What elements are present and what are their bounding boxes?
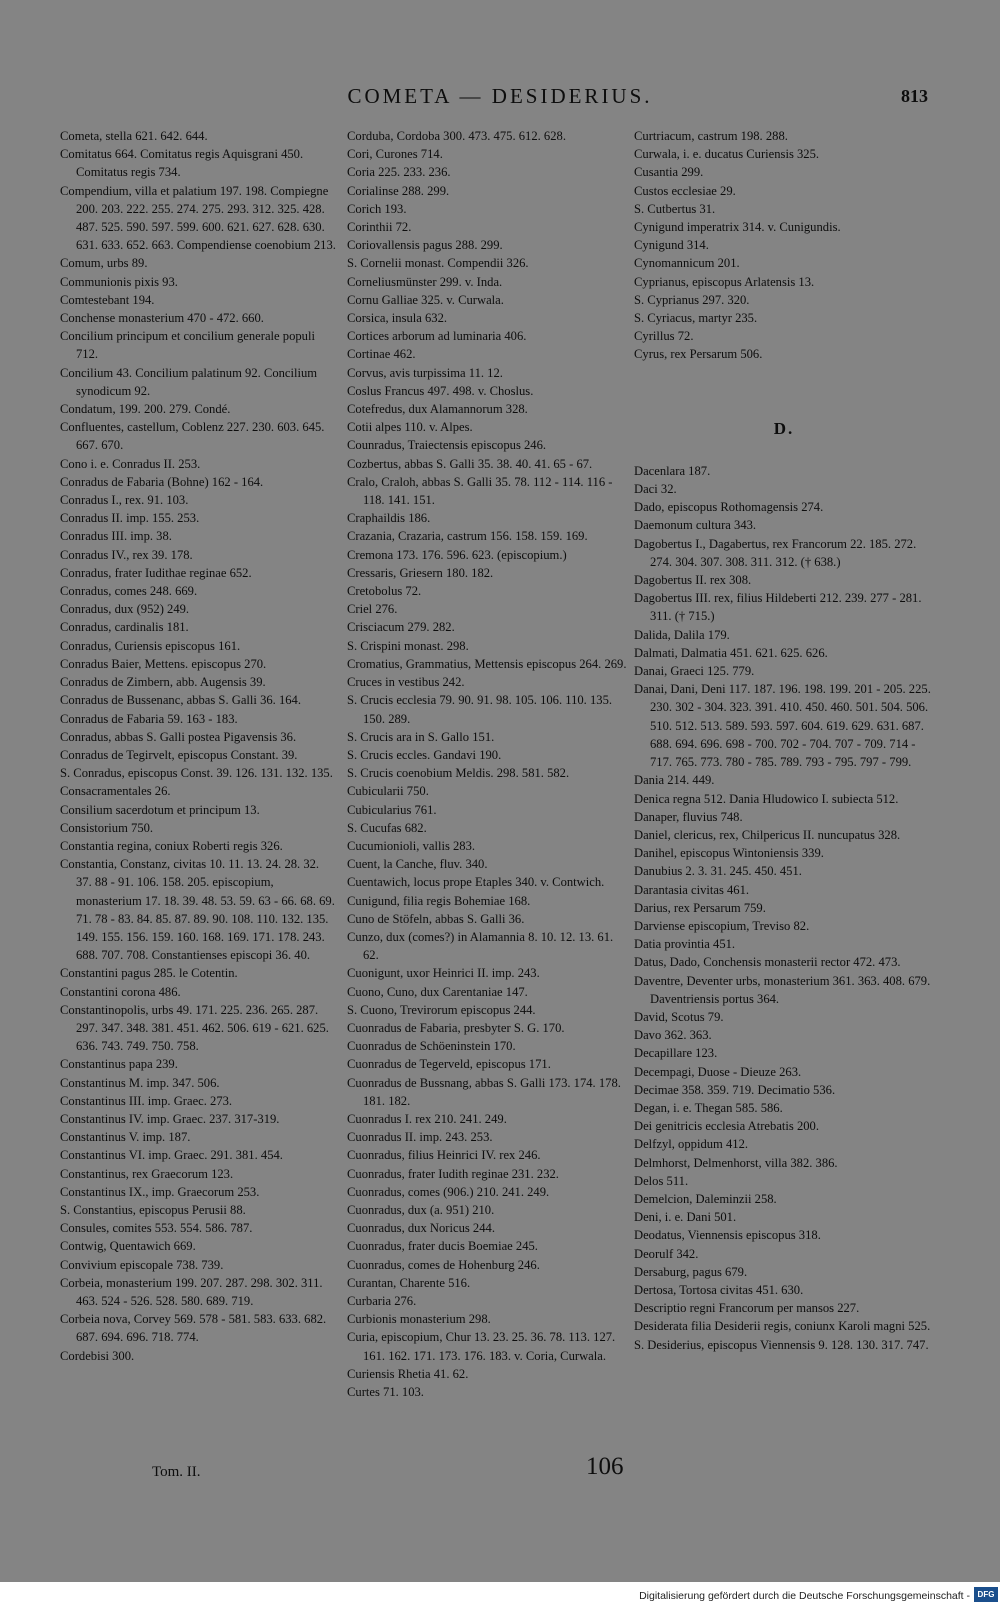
index-entry: Demelcion, Daleminzii 258.	[634, 1191, 777, 1206]
index-entry: Conradus, frater Iudithae reginae 652.	[60, 565, 252, 580]
index-entry: Cynigund 314.	[634, 238, 709, 253]
index-entry: Datia provintia 451.	[634, 937, 736, 952]
index-entry: Corneliusmünster 299. v. Inda.	[347, 274, 503, 289]
index-entry: Cuono, Cuno, dux Carentaniae 147.	[347, 984, 528, 999]
index-entry: Curtes 71. 103.	[347, 1385, 424, 1400]
index-entry: Conradus, Curiensis episcopus 161.	[60, 638, 241, 653]
index-entry: Cuno de Stöfeln, abbas S. Galli 36.	[347, 911, 525, 926]
index-entry: Cunzo, dux (comes?) in Alamannia 8. 10. 12. 13. 61. 62.	[347, 929, 614, 963]
index-entry: Delfzyl, oppidum 412.	[634, 1137, 749, 1152]
index-entry: Constantinus M. imp. 347. 506.	[60, 1075, 220, 1090]
index-entry: Concilium principum et concilium generale populi 712.	[60, 329, 315, 362]
index-entry: Dertosa, Tortosa civitas 451. 630.	[634, 1282, 804, 1297]
index-entry: Cuonradus, frater ducis Boemiae 245.	[347, 1239, 538, 1254]
index-entry: S. Crucis ara in S. Gallo 151.	[347, 729, 495, 744]
index-entry: S. Conradus, episcopus Const. 39. 126. 131. 132. 135.	[60, 766, 333, 781]
index-entry: Cruces in vestibus 242.	[347, 675, 465, 690]
index-entry: Curbaria 276.	[347, 1294, 417, 1308]
index-entry: S. Desiderius, episcopus Viennensis 9. 128. 130. 317. 747.	[634, 1337, 929, 1352]
index-entry: Consistorium 750.	[60, 820, 154, 835]
index-entry: Constantinopolis, urbs 49. 171. 225. 236. 265. 287. 297. 347. 348. 381. 451. 462. 506. 619 - 621. 625. 636. 743. 749. 750. 758.	[60, 1002, 329, 1054]
index-entry: Corinthii 72.	[347, 220, 412, 235]
index-entry: Conradus de Zimbern, abb. Augensis 39.	[60, 675, 266, 690]
index-entry: Corialinse 288. 299.	[347, 183, 450, 198]
index-entry: Contwig, Quentawich 669.	[60, 1239, 196, 1254]
index-entry: Dagobertus I., Dagabertus, rex Francorum 22. 185. 272. 274. 304. 307. 308. 311. 312. († 638.)	[634, 536, 917, 569]
index-entry: Concilium 43. Concilium palatinum 92. Concilium synodicum 92.	[60, 365, 318, 398]
index-entry: Crisciacum 279. 282.	[347, 620, 455, 635]
index-entry: Cucumionioli, vallis 283.	[347, 838, 476, 853]
running-head: COMETA — DESIDERIUS.	[347, 84, 653, 108]
index-entry: Cuonradus, comes de Hohenburg 246.	[347, 1257, 540, 1272]
index-entry: Constantia regina, coniux Roberti regis 326.	[60, 838, 283, 853]
index-entry: Conradus III. imp. 38.	[60, 529, 172, 544]
index-entry: Corduba, Cordoba 300. 473. 475. 612. 628.	[347, 129, 566, 143]
page-number: 813	[901, 86, 928, 106]
index-entry: Dacenlara 187.	[634, 463, 711, 478]
index-column-1	[60, 127, 336, 1365]
index-entry: Cubicularii 750.	[347, 784, 429, 799]
index-entry: Darviense episcopium, Treviso 82.	[634, 918, 810, 933]
index-entry: Conradus de Bussenanc, abbas S. Galli 36. 164.	[60, 693, 301, 708]
index-entry: Constantini pagus 285. le Cotentin.	[60, 966, 238, 981]
index-entry: Comitatus 664. Comitatus regis Aquisgrani 450. Comitatus regis 734.	[60, 147, 304, 180]
index-entry: Cuonradus, comes (906.) 210. 241. 249.	[347, 1184, 550, 1199]
index-column-3	[634, 127, 934, 1354]
index-entry: Decempagi, Duose - Dieuze 263.	[634, 1064, 802, 1079]
index-entry: Consacramentales 26.	[60, 784, 171, 799]
index-entry: Curbionis monasterium 298.	[347, 1312, 491, 1327]
index-entry: Cozbertus, abbas S. Galli 35. 38. 40. 41. 65 - 67.	[347, 456, 593, 471]
index-entry: Davo 362. 363.	[634, 1028, 712, 1043]
index-entry: Dagobertus II. rex 308.	[634, 573, 752, 588]
index-entry: Constantinus IX., imp. Graecorum 253.	[60, 1184, 260, 1199]
index-entry: Conradus de Tegirvelt, episcopus Constant. 39.	[60, 747, 298, 762]
index-entry: Cortices arborum ad luminaria 406.	[347, 329, 527, 344]
index-entry: Danubius 2. 3. 31. 245. 450. 451.	[634, 864, 802, 879]
index-entry: Corbeia, monasterium 199. 207. 287. 298. 302. 311. 463. 524 - 526. 528. 580. 689. 719.	[60, 1275, 323, 1308]
index-entry: S. Crucis ecclesia 79. 90. 91. 98. 105. 106. 110. 135. 150. 289.	[347, 693, 613, 726]
index-entry: Dersaburg, pagus 679.	[634, 1264, 748, 1279]
index-entry: Cordebisi 300.	[60, 1348, 135, 1363]
index-entry: Conradus, cardinalis 181.	[60, 620, 189, 635]
credit-text: Digitalisierung gefördert durch die Deutsche Forschungsgemeinschaft -	[639, 1590, 970, 1602]
index-entry: Cyprianus, episcopus Arlatensis 13.	[634, 274, 815, 289]
index-entry: Compendium, villa et palatium 197. 198. Compiegne 200. 203. 222. 255. 274. 275. 293. 312. 325. 428. 487. 525. 590. 597. 599. 600. 621. 627. 628. 630. 631. 633. 652. 663. Compendiense coenobium 213.	[60, 183, 336, 253]
index-entry: Decapillare 123.	[634, 1046, 718, 1061]
index-entry: Curwala, i. e. ducatus Curiensis 325.	[634, 147, 820, 162]
index-entry: Cuonradus I. rex 210. 241. 249.	[347, 1111, 507, 1126]
index-entry: Conradus, comes 248. 669.	[60, 584, 198, 599]
index-entry: Conradus, abbas S. Galli postea Pigavensis 36.	[60, 729, 297, 744]
index-entry: S. Crucis eccles. Gandavi 190.	[347, 747, 502, 762]
index-entry: Cuentawich, locus prope Etaples 340. v. Contwich.	[347, 875, 605, 890]
index-entry: Constantinus papa 239.	[60, 1057, 178, 1072]
index-entry: Conradus IV., rex 39. 178.	[60, 547, 193, 562]
index-entry: Cynomannicum 201.	[634, 256, 740, 271]
index-entry: Custos ecclesiae 29.	[634, 183, 736, 198]
index-entry: Coslus Francus 497. 498. v. Choslus.	[347, 383, 534, 398]
index-entry: Dania 214. 449.	[634, 773, 715, 788]
index-entry: Coria 225. 233. 236.	[347, 165, 451, 180]
index-entry: Dalida, Dalila 179.	[634, 627, 730, 642]
index-entry: Cono i. e. Conradus II. 253.	[60, 456, 201, 471]
index-entry: Cuent, la Canche, fluv. 340.	[347, 857, 488, 872]
index-entry: Deodatus, Viennensis episcopus 318.	[634, 1228, 821, 1243]
index-entry: Conradus, dux (952) 249.	[60, 602, 190, 617]
index-entry: Daventre, Deventer urbs, monasterium 361. 363. 408. 679. Daventriensis portus 364.	[634, 973, 931, 1006]
index-entry: Desiderata filia Desiderii regis, coniunx Karoli magni 525.	[634, 1319, 931, 1334]
index-entry: Confluentes, castellum, Coblenz 227. 230. 603. 645. 667. 670.	[60, 420, 325, 453]
index-entry: S. Cuono, Trevirorum episcopus 244.	[347, 1002, 536, 1017]
index-entry: Criel 276.	[347, 602, 398, 617]
index-entry: Constantinus III. imp. Graec. 273.	[60, 1093, 233, 1108]
index-entry: Curia, episcopium, Chur 13. 23. 25. 36. 78. 113. 127. 161. 162. 171. 173. 176. 183. v. Coria, Curwala.	[347, 1330, 616, 1363]
index-column-3-d-entries	[634, 462, 934, 1354]
index-entry: Craphaildis 186.	[347, 511, 431, 526]
index-entry: Cuonradus II. imp. 243. 253.	[347, 1130, 493, 1145]
index-entry: S. Cornelii monast. Compendii 326.	[347, 256, 529, 271]
index-entry: Corsica, insula 632.	[347, 311, 448, 326]
index-entry: Cunigund, filia regis Bohemiae 168.	[347, 893, 531, 908]
index-entry: Delmhorst, Delmenhorst, villa 382. 386.	[634, 1155, 838, 1170]
index-entry: Cretobolus 72.	[347, 584, 422, 599]
index-column-2	[347, 127, 627, 1401]
index-entry: S. Constantius, episcopus Perusii 88.	[60, 1202, 246, 1217]
index-entry: Daemonum cultura 343.	[634, 518, 757, 533]
index-entry: Curiensis Rhetia 41. 62.	[347, 1366, 469, 1381]
index-entry: Deorulf 342.	[634, 1246, 699, 1261]
index-entry: Cyrus, rex Persarum 506.	[634, 347, 763, 362]
index-column-3-c-entries	[634, 127, 934, 364]
index-entry: Constantini corona 486.	[60, 984, 181, 999]
index-entry: Denica regna 512. Dania Hludowico I. subiecta 512.	[634, 791, 899, 806]
index-entry: Dalmati, Dalmatia 451. 621. 625. 626.	[634, 645, 828, 660]
index-entry: S. Crispini monast. 298.	[347, 638, 469, 653]
volume-label: Tom. II.	[152, 1464, 201, 1480]
index-entry: Cuonradus de Bussnang, abbas S. Galli 173. 174. 178. 181. 182.	[347, 1075, 621, 1108]
index-entry: Cubicularius 761.	[347, 802, 437, 817]
index-entry: Curantan, Charente 516.	[347, 1275, 471, 1290]
index-entry: Constantinus V. imp. 187.	[60, 1130, 191, 1145]
index-entry: Conchense monasterium 470 - 472. 660.	[60, 311, 264, 326]
index-entry: Cuonradus de Fabaria, presbyter S. G. 170.	[347, 1020, 565, 1035]
index-entry: Cynigund imperatrix 314. v. Cunigundis.	[634, 220, 841, 235]
index-entry: Cuonradus de Tegerveld, episcopus 171.	[347, 1057, 551, 1072]
index-entry: Decimae 358. 359. 719. Decimatio 536.	[634, 1082, 836, 1097]
index-entry: Daci 32.	[634, 482, 677, 497]
index-entry: Cuonradus de Schöeninstein 170.	[347, 1039, 516, 1054]
index-entry: Consules, comites 553. 554. 586. 787.	[60, 1221, 253, 1236]
index-entry: Condatum, 199. 200. 279. Condé.	[60, 402, 231, 417]
index-entry: Comum, urbs 89.	[60, 256, 148, 271]
index-entry: Cometa, stella 621. 642. 644.	[60, 129, 208, 143]
index-entry: Darantasia civitas 461.	[634, 882, 750, 897]
index-entry: Corvus, avis turpissima 11. 12.	[347, 365, 503, 380]
index-entry: Dagobertus III. rex, filius Hildeberti 212. 239. 277 - 281. 311. († 715.)	[634, 591, 922, 624]
index-entry: S. Crucis coenobium Meldis. 298. 581. 582.	[347, 766, 570, 781]
index-entry: Cornu Galliae 325. v. Curwala.	[347, 292, 504, 307]
index-entry: S. Cutbertus 31.	[634, 201, 716, 216]
section-letter-d: D.	[773, 418, 795, 438]
index-entry: Conradus Baier, Mettens. episcopus 270.	[60, 656, 267, 671]
index-entry: Cralo, Craloh, abbas S. Galli 35. 78. 112 - 114. 116 - 118. 141. 151.	[347, 474, 613, 508]
index-entry: S. Cucufas 682.	[347, 820, 427, 835]
index-entry: Convivium episcopale 738. 739.	[60, 1257, 224, 1272]
index-entry: Cuonradus, dux (a. 951) 210.	[347, 1202, 495, 1217]
index-entry: Conradus I., rex. 91. 103.	[60, 493, 189, 508]
index-entry: David, Scotus 79.	[634, 1009, 724, 1024]
index-entry: Danihel, episcopus Wintoniensis 339.	[634, 846, 824, 861]
index-entry: Dado, episcopus Rothomagensis 274.	[634, 500, 824, 515]
index-entry: Delos 511.	[634, 1173, 689, 1188]
index-entry: Cuonigunt, uxor Heinrici II. imp. 243.	[347, 966, 540, 981]
index-entry: Conradus II. imp. 155. 253.	[60, 511, 200, 526]
signature-mark: 106	[586, 1453, 624, 1480]
index-entry: Cusantia 299.	[634, 165, 704, 180]
index-entry: Cuonradus, filius Heinrici IV. rex 246.	[347, 1148, 541, 1163]
index-entry: Cotii alpes 110. v. Alpes.	[347, 420, 473, 435]
index-entry: Comtestebant 194.	[60, 292, 155, 307]
index-entry: Constantinus IV. imp. Graec. 237. 317-319.	[60, 1111, 280, 1126]
index-entry: Deni, i. e. Dani 501.	[634, 1210, 737, 1225]
index-entry: Constantinus VI. imp. Graec. 291. 381. 454.	[60, 1148, 283, 1163]
index-entry: Cuonradus, frater Iudith reginae 231. 232.	[347, 1166, 559, 1181]
index-entry: Cuonradus, dux Noricus 244.	[347, 1221, 495, 1236]
index-entry: Cortinae 462.	[347, 347, 416, 362]
index-entry: Corich 193.	[347, 201, 407, 216]
index-entry: Cromatius, Grammatius, Mettensis episcopus 264. 269.	[347, 656, 627, 671]
index-entry: S. Cyprianus 297. 320.	[634, 292, 750, 307]
index-entry: Cremona 173. 176. 596. 623. (episcopium.)	[347, 547, 567, 562]
index-entry: Cressaris, Griesern 180. 182.	[347, 565, 494, 580]
index-entry: Degan, i. e. Thegan 585. 586.	[634, 1100, 783, 1115]
index-entry: Consilium sacerdotum et principum 13.	[60, 802, 260, 817]
index-entry: Danai, Graeci 125. 779.	[634, 664, 755, 679]
index-entry: Datus, Dado, Conchensis monasterii rector 472. 473.	[634, 955, 901, 970]
index-entry: Counradus, Traiectensis episcopus 246.	[347, 438, 547, 453]
index-entry: Danai, Dani, Deni 117. 187. 196. 198. 199. 201 - 205. 225. 230. 302 - 304. 323. 391. 410. 450. 460. 501. 504. 506. 510. 512. 513. 589. 593. 597. 604. 619. 629. 631. 687. 688. 694. 696. 698 - 700. 702 - 704. 707 - 709. 714 - 717. 765. 773. 780 - 785. 789. 793 - 795. 797 - 799.	[634, 682, 931, 770]
credit-bar	[0, 1582, 1000, 1610]
index-entry: S. Cyriacus, martyr 235.	[634, 311, 758, 326]
index-entry: Coriovallensis pagus 288. 299.	[347, 238, 503, 253]
index-entry: Curtriacum, castrum 198. 288.	[634, 129, 788, 143]
index-entry: Constantia, Constanz, civitas 10. 11. 13. 24. 28. 32. 37. 88 - 91. 106. 158. 205. episcopium, monasterium 17. 18. 39. 48. 53. 59. 63 - 66. 68. 69. 71. 78 - 83. 84. 85. 87. 89. 90. 108. 110. 132. 135. 149. 155. 156. 159. 160. 168. 169. 171. 178. 243. 688. 707. 708. Constantienses episcopi 36. 40.	[60, 857, 335, 963]
index-entry: Crazania, Crazaria, castrum 156. 158. 159. 169.	[347, 529, 588, 544]
index-entry: Corbeia nova, Corvey 569. 578 - 581. 583. 633. 682. 687. 694. 696. 718. 774.	[60, 1312, 327, 1345]
index-entry: Conradus de Fabaria 59. 163 - 183.	[60, 711, 238, 726]
index-entry: Conradus de Fabaria (Bohne) 162 - 164.	[60, 474, 264, 489]
index-entry: Cori, Curones 714.	[347, 147, 443, 162]
index-entry: Communionis pixis 93.	[60, 274, 178, 289]
index-entry: Darius, rex Persarum 759.	[634, 900, 766, 915]
index-entry: Cyrillus 72.	[634, 329, 694, 344]
index-entry: Daniel, clericus, rex, Chilpericus II. nuncupatus 328.	[634, 827, 901, 842]
index-entry: Danaper, fluvius 748.	[634, 809, 743, 824]
index-entry: Constantinus, rex Graecorum 123.	[60, 1166, 234, 1181]
index-entry: Cotefredus, dux Alamannorum 328.	[347, 402, 528, 417]
index-entry: Dei genitricis ecclesia Atrebatis 200.	[634, 1119, 819, 1134]
index-entry: Descriptio regni Francorum per mansos 227.	[634, 1301, 860, 1316]
dfg-logo-icon[interactable]: DFG	[974, 1587, 998, 1602]
